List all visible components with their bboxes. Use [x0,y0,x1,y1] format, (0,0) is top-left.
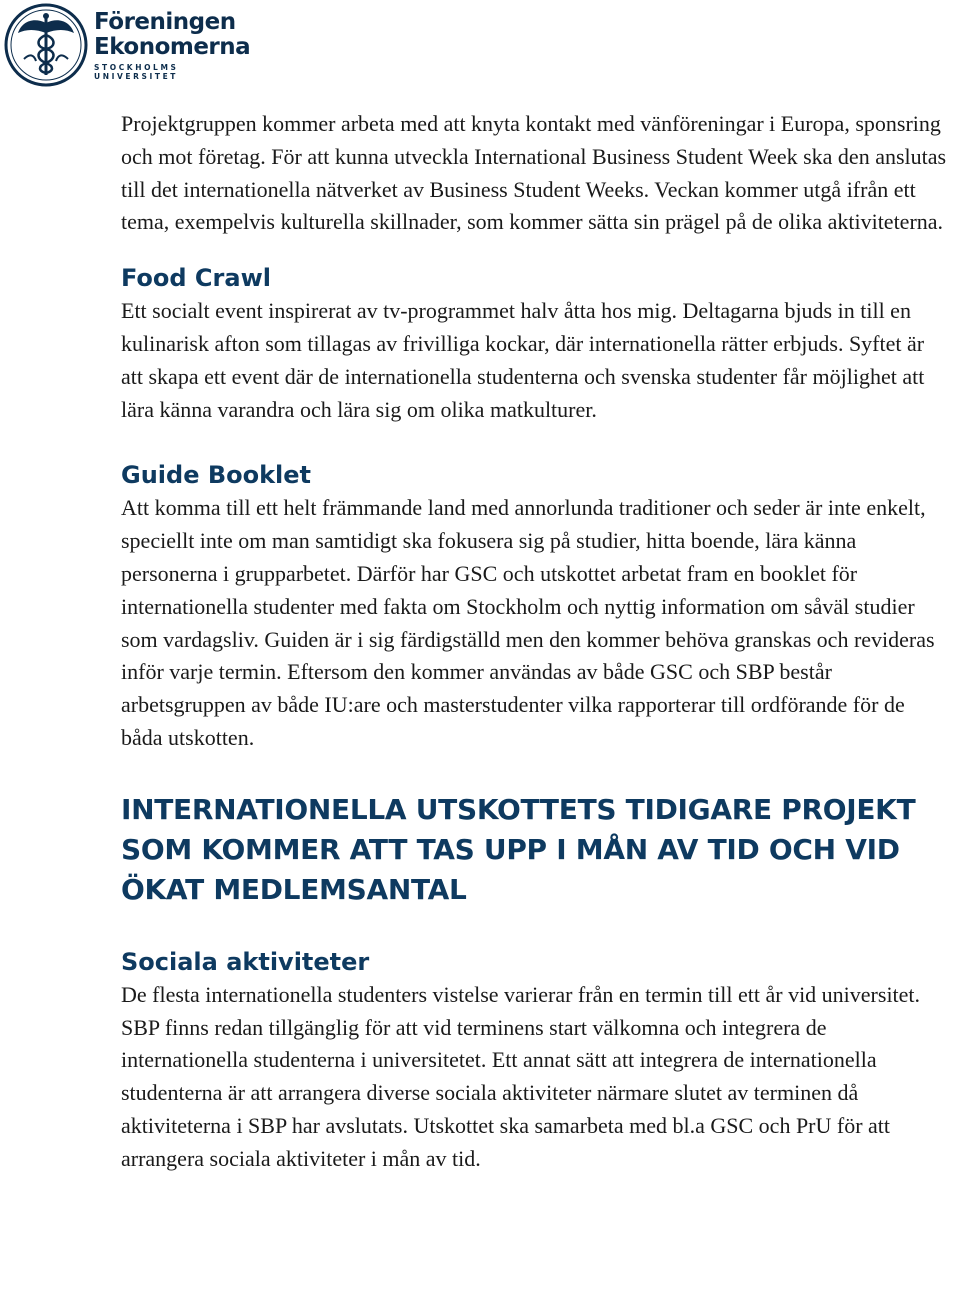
section-heading: INTERNATIONELLA UTSKOTTETS TIDIGARE PROJEKT SOM KOMMER ATT TAS UPP I MÅN AV TID OCH VID ÖKAT MEDLEMSANTAL [121,792,916,906]
logo-wordmark [94,10,250,81]
caduceus-emblem-icon [4,3,88,87]
document-body [121,108,951,1176]
intro-paragraph: Projektgruppen kommer arbeta med att knyta kontakt med vänföreningar i Europa, sponsring och mot företag. För att kunna utveckla International Business Student Week ska den anslutas till det internationella nätverket av Business Student Weeks. Veckan kommer utgå ifrån ett tema, exempelvis kulturella skillnader, som kommer sätta sin prägel på de olika aktiviteterna. [121,111,947,235]
logo-subline: STOCKHOLMS UNIVERSITET [94,62,179,81]
logo-line-1: Föreningen [94,8,236,35]
sociala-aktiviteter-heading: Sociala aktiviteter [121,947,370,976]
sociala-aktiviteter-paragraph: De flesta internationella studenters vistelse varierar från en termin till ett år vid universitet. SBP finns redan tillgänglig för att vid terminens start välkomna och integrera de internationella studenterna i universitetet. Ett annat sätt att integrera de internationella studenterna är att arrangera diverse sociala aktiviteter närmare slutet av terminen då aktiviteterna i SBP har avslutats. Utskottet ska samarbeta med bl.a GSC och PrU för att arrangera sociala aktiviteter i mån av tid. [121,981,921,1171]
guide-booklet-heading: Guide Booklet [121,461,312,490]
food-crawl-paragraph: Ett socialt event inspirerat av tv-programmet halv åtta hos mig. Deltagarna bjuds in till en kulinarisk afton som tillagas av frivilliga kockar, där internationella rätter erbjuds. Syftet är att skapa ett event där de internationella studenterna och svenska studenter får möjlighet att lära känna varandra och lära sig om olika matkulturer. [121,298,925,422]
organization-logo [4,2,251,88]
food-crawl-heading: Food Crawl [121,264,271,293]
guide-booklet-paragraph: Att komma till ett helt främmande land med annorlunda traditioner och seder är inte enkelt, speciellt inte om man samtidigt ska fokusera sig på studier, hitta boende, lära känna personerna i grupparbetet. Därför har GSC och utskottet arbetat fram en booklet för internationella studenter med fakta om Stockholm och nyttig information om såväl studier som vardagsliv. Guiden är i sig färdigställd men den kommer behöva granskas och revideras inför varje termin. Eftersom den kommer användas av både GSC och SBP består arbetsgruppen av både IU:are och masterstudenter vilka rapporterar till ordförande för de båda utskotten. [121,495,935,750]
logo-line-2: Ekonomerna [94,33,251,60]
